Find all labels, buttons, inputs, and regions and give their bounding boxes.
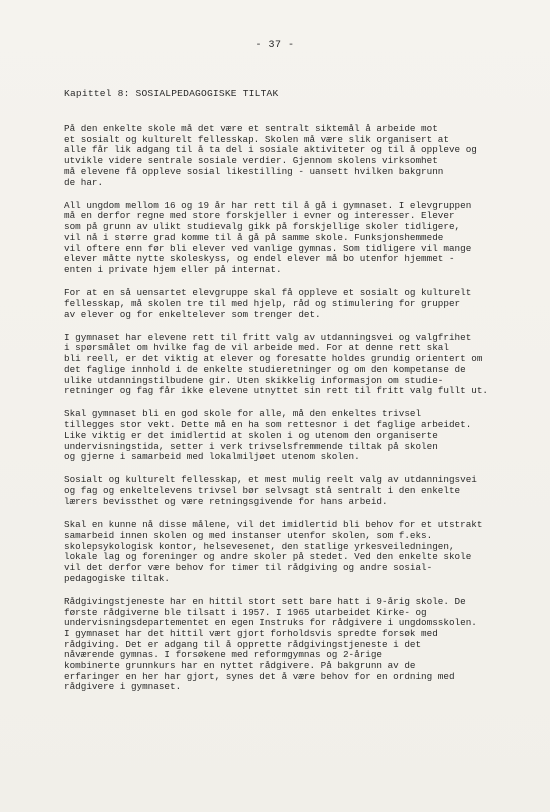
paragraph-5: Skal gymnaset bli en god skole for alle, må den enkeltes trivsel tillegges stor vekt. Dette må en ha som rettesnor i det faglige arbeidet. Like viktig er det imidlertid at skolen i og utenom den organiserte undervisningstida, setter i verk trivselsfremmende tiltak på skolen og gjerne i samarbeid med lokalmiljøet utenom skolen.	[64, 408, 472, 463]
chapter-heading: Kapittel 8: SOSIALPEDAGOGISKE TILTAK	[64, 88, 279, 99]
paragraph-8: Rådgivingstjeneste har en hittil stort sett bare hatt i 9-årig skole. De første rådgiverne ble tilsatt i 1957. I 1965 utarbeidet Kirke- og undervisningsdepartementet en egen Instruks for rådgivere i ungdomsskolen. I gymnaset har det hittil vært gjort forholdsvis spredte forsøk med rådgiving. Det er adgang til å opprette rådgivingstjeneste i det nåværende gymnas. I forsøkene med reformgymnas og 2-årige kombinerte grunnkurs har en nyttet rådgivere. På bakgrunn av de erfaringer en her har gjort, synes det å være behov for en ordning med rådgivere i gymnaset.	[64, 595, 477, 693]
body-text	[64, 124, 500, 693]
page-number: - 37 -	[255, 40, 295, 51]
paragraph-7: Skal en kunne nå disse målene, vil det imidlertid bli behov for et utstrakt samarbeid innen skolen og med instanser utenfor skolen, som f.eks. skolepsykologisk kontor, helsevesenet, den statlige yrkesveiledningen, lokale lag og foreninger og andre skoler på stedet. Ved den enkelte skole vil det derfor være behov for timer til rådgiving og andre sosial- pedagogiske tiltak.	[64, 519, 483, 584]
paragraph-3: For at en så uensartet elevgruppe skal få oppleve et sosialt og kulturelt fellesskap, må skolen tre til med hjelp, råd og stimulering for grupper av elever og for enkeltelever som trenger det.	[64, 287, 472, 320]
paragraph-6: Sosialt og kulturelt fellesskap, et mest mulig reelt valg av utdanningsvei og fag og enkeltelevens trivsel bør selvsagt stå sentralt i den enkelte lærers bevissthet og være retningsgivende for hans arbeid.	[64, 474, 477, 507]
paragraph-2: All ungdom mellom 16 og 19 år har rett til å gå i gymnaset. I elevgruppen må en derfor regne med store forskjeller i evner og interesser. Elever som på grunn av ulikt studievalg gikk på forskjellige skoler tidligere, vil nå i større grad komme til å gå på samme skole. Funksjonshemmede vil oftere enn før bli elever ved vanlige gymnas. Som tidligere vil mange elever måtte nytte skoleskyss, og endel elever må bo utenfor hjemmet - enten i private hjem eller på internat.	[64, 199, 472, 275]
paragraph-1: På den enkelte skole må det være et sentralt siktemål å arbeide mot et sosialt og kulturelt fellesskap. Skolen må være slik organisert at alle får lik adgang til å ta del i sosiale aktiviteter og til å oppleve og utvikle videre sentrale sosiale verdier. Gjennom skolens virksomhet må elevene få oppleve sosial likestilling - uansett hvilken bakgrunn de har.	[64, 123, 477, 188]
paragraph-4: I gymnaset har elevene rett til fritt valg av utdanningsvei og valgfrihet i spørsmålet om hvilke fag de vil arbeide med. For at denne rett skal bli reell, er det viktig at elever og foresatte holdes grundig orientert om det faglige innhold i de enkelte studieretninger og om den kompetanse de ulike utdanningstilbudene gir. Uten skikkelig informasjon om studie- retninger og fag får ikke elevene utnyttet sin rett til fritt valg fullt ut.	[64, 331, 489, 397]
